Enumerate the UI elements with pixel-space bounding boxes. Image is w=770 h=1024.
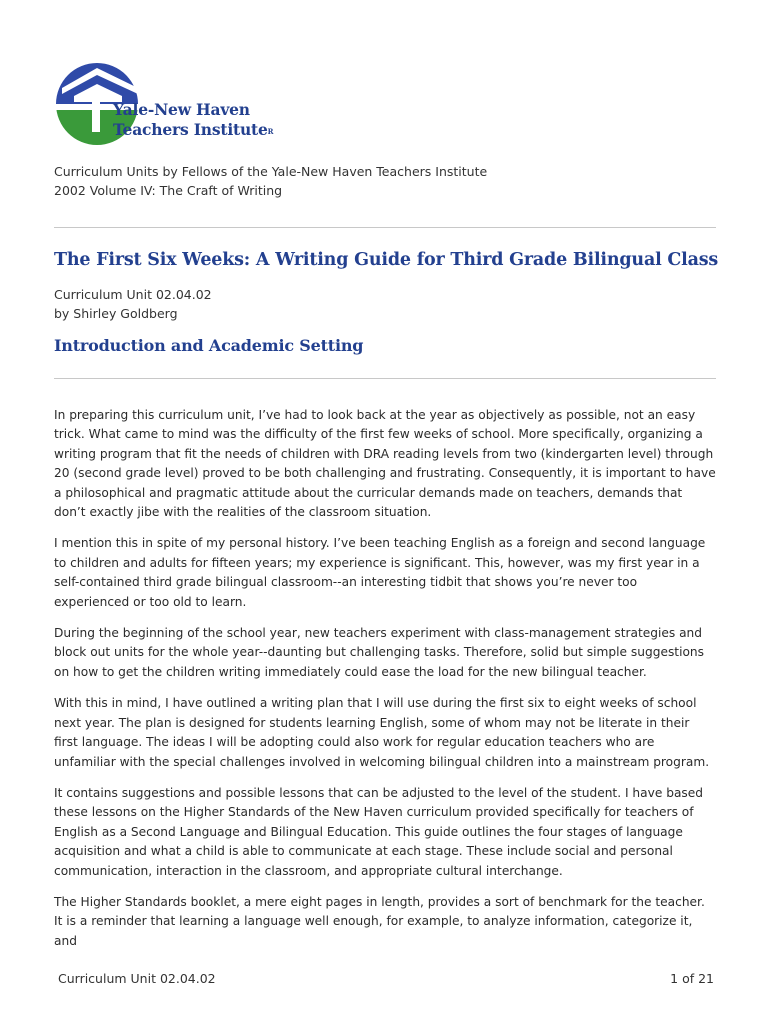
page-number: 1 of 21: [670, 971, 714, 986]
paragraph: In preparing this curriculum unit, I’ve had to look back at the year as objectively as possible, not an easy trick. What came to mind was the difficulty of the first few weeks of school. More specifically, organizing a writing program that fit the needs of children with DRA reading levels from two (kindergarten level) through 20 (second grade level) proved to be both challenging and frustrating. Consequently, it is important to have a philosophical and pragmatic attitude about the curricular demands made on teachers, demands that don’t exactly jibe with the realities of the classroom situation.: [54, 408, 716, 520]
body-text: [54, 406, 716, 963]
divider: [54, 227, 716, 228]
section-heading: Introduction and Academic Setting: [54, 336, 364, 355]
logo-wordmark: [113, 100, 273, 140]
curriculum-unit-number: Curriculum Unit 02.04.02: [54, 287, 212, 302]
paragraph: The Higher Standards booklet, a mere eight pages in length, provides a sort of benchmark for the teacher. It is a reminder that learning a language well enough, for example, to analyze information, categorize it, and: [54, 894, 705, 948]
paragraph: With this in mind, I have outlined a writing plan that I will use during the first six to eight weeks of school next year. The plan is designed for students learning English, some of whom may not be literate in their first language. The ideas I will be adopting could also work for regular education teachers who are unfamiliar with the special challenges involved in welcoming bilingual children into a mainstream program.: [54, 696, 710, 769]
paragraph: It contains suggestions and possible lessons that can be adjusted to the level of the student. I have based these lessons on the Higher Standards of the New Haven curriculum provided specifically for teachers of English as a Second Language and Bilingual Education. This guide outlines the four stages of language acquisition and what a child is able to communicate at each stage. These include social and personal communication, interaction in the classroom, and appropriate cultural interchange.: [54, 785, 703, 878]
footer-unit: Curriculum Unit 02.04.02: [58, 971, 216, 986]
paragraph: During the beginning of the school year, new teachers experiment with class-management strategies and block out units for the whole year--daunting but challenging tasks. Therefore, solid but simple suggestions on how to get the children writing immediately could ease the load for the new bilingual teacher.: [54, 626, 705, 679]
volume-title: 2002 Volume IV: The Craft of Writing: [54, 183, 283, 198]
divider: [54, 378, 716, 379]
logo-mark: R: [267, 127, 274, 136]
logo-line-1: Yale-New Haven: [113, 100, 250, 119]
document-title: The First Six Weeks: A Writing Guide for Third Grade Bilingual Class: [54, 250, 719, 270]
paragraph: I mention this in spite of my personal history. I’ve been teaching English as a foreign and second language to children and adults for fifteen years; my experience is significant. This, however, was my first year in a self-contained third grade bilingual classroom--an interesting tidbit that shows you’re never too experienced or too old to learn.: [54, 536, 706, 609]
logo-line-2-text: Teachers Institute: [113, 120, 268, 139]
author: by Shirley Goldberg: [54, 306, 178, 321]
series-title: Curriculum Units by Fellows of the Yale-New Haven Teachers Institute: [54, 164, 488, 179]
logo-line-2: [113, 120, 273, 140]
